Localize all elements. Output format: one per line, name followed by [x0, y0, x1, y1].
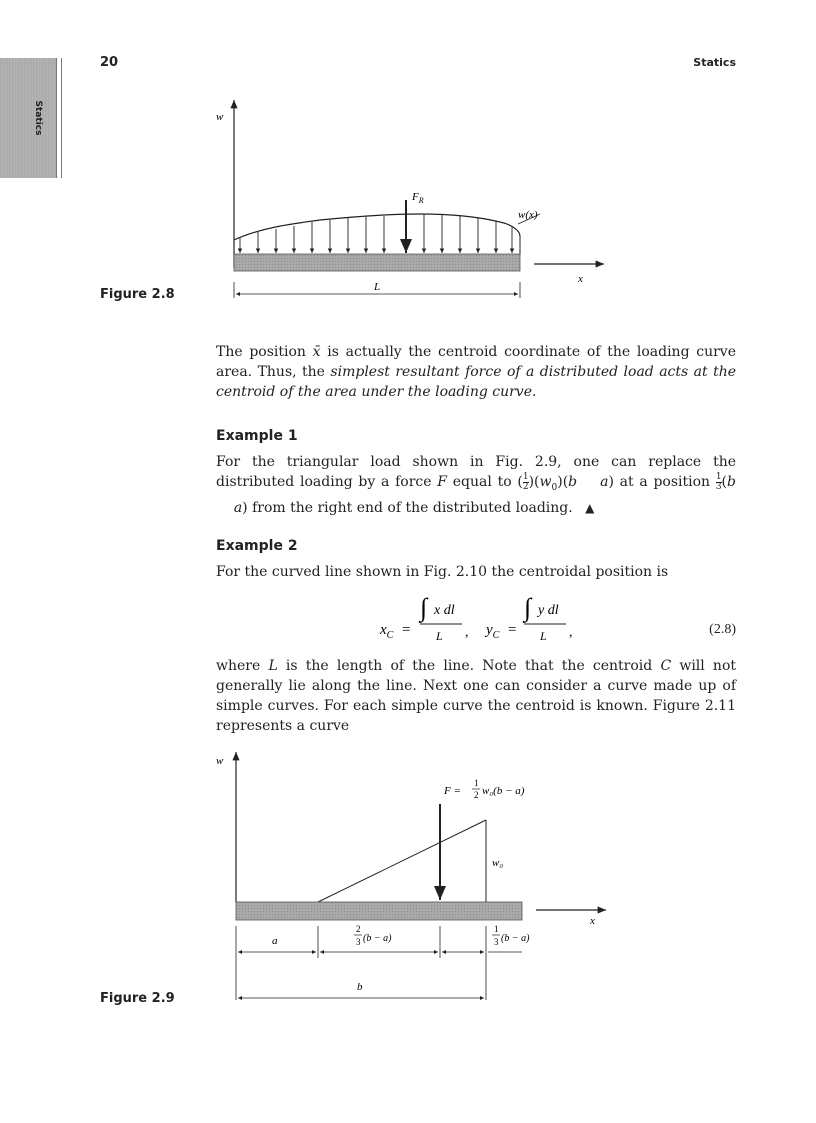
svg-text:L: L: [540, 629, 547, 643]
figure-2-9-diagram: [200, 746, 620, 1016]
svg-text:=: =: [508, 622, 517, 638]
svg-text:xC: $x_C$: [380, 622, 394, 641]
svg-text:(b − a): (b − a): [501, 933, 530, 944]
paragraph-centroid: The position x̄ is actually the centroid coordinate of the loading curve area. Thus, the simplest resultant force of a distributed load acts at the centroid of the area under the loading curve.: [216, 344, 736, 400]
chapter-side-tab: [0, 58, 56, 178]
force-label-prefix: F =: [444, 785, 461, 797]
example-2-text: where L is the length of the line. Note that the centroid C will not generally lie along the line. Next one can consider a curve made up of simple curves. For each simple curve the centroid is known. Figure 2.11 represents a curve: [216, 658, 737, 734]
svg-text:1: 1: [494, 924, 499, 934]
svg-text:=: =: [402, 622, 411, 638]
length-label: L: [374, 281, 381, 293]
figure-2-9-caption: Figure 2.9: [100, 991, 175, 1006]
beam: [236, 902, 522, 920]
example-1-heading: Example 1: [216, 428, 298, 444]
svg-text:1: 1: [474, 778, 479, 788]
example-2-heading: Example 2: [216, 538, 298, 554]
svg-text:a: a: [272, 935, 278, 947]
beam: [234, 254, 520, 271]
resultant-force-label: $F_R$: [412, 191, 424, 205]
svg-text:(b − a): (b − a): [363, 933, 392, 944]
side-tab-border: [56, 58, 62, 178]
svg-text:2: 2: [474, 790, 479, 800]
equation-2-8: [370, 592, 600, 648]
x-axis-label: x: [578, 273, 583, 285]
svg-text:yC: $y_C$: [486, 622, 500, 641]
w0-label: w₀: [492, 857, 504, 869]
load-arrows: [240, 214, 512, 253]
loading-curve: [234, 214, 520, 240]
figure-2-8-caption: Figure 2.8: [100, 287, 175, 302]
svg-text:3: 3: [494, 937, 499, 947]
w-axis-label: w: [216, 111, 224, 123]
svg-text:∫: ∫: [524, 593, 532, 622]
example-2-intro: For the curved line shown in Fig. 2.10 the centroidal position is: [216, 564, 669, 580]
equation-number: (2.8): [709, 622, 736, 637]
svg-text:,: ,: [465, 625, 469, 640]
svg-text:y dl: y dl: [538, 603, 559, 618]
svg-text:∫: ∫: [420, 593, 428, 622]
w-axis-label: w: [216, 755, 224, 767]
svg-text:3: 3: [356, 937, 361, 947]
svg-text:L: L: [436, 629, 443, 643]
svg-text:2: 2: [356, 924, 361, 934]
curve-label: w(x): [518, 209, 538, 221]
end-of-example-mark: ▲: [585, 500, 595, 515]
running-head: Statics: [693, 56, 736, 69]
side-tab-label: Statics: [33, 100, 43, 136]
svg-text:,: ,: [569, 625, 573, 640]
svg-text:b: b: [357, 981, 363, 993]
x-axis-label: x: [590, 915, 595, 927]
example-1-text: For the triangular load shown in Fig. 2.9, one can replace the distributed loading by a force F equal to ( $\frac{1}{2}$ )$(w_0)(b$ a) at a position $\frac{1}{3}$ (b a) from the right end of the distributed loading. ▲: [216, 454, 736, 516]
svg-text:x dl: x dl: [434, 603, 455, 618]
figure-2-8-diagram: [200, 90, 620, 310]
page-number: 20: [100, 55, 119, 70]
force-label-suffix: w₀(b − a): [482, 785, 525, 797]
triangle-hypotenuse: [318, 820, 486, 902]
